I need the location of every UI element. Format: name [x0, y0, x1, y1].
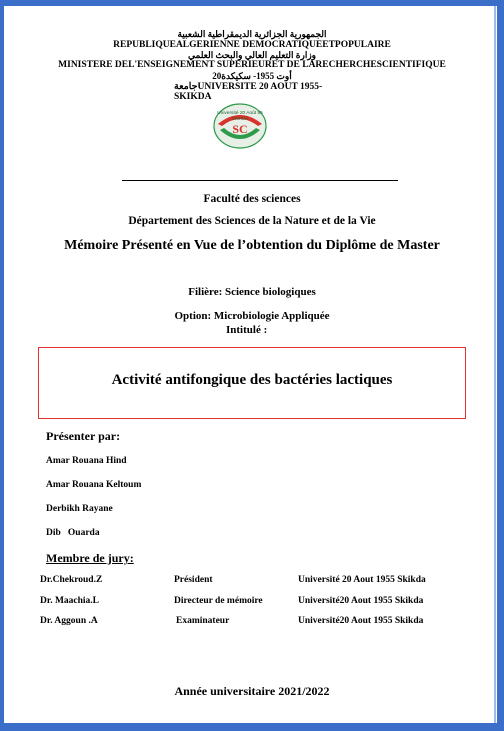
jury-label: Membre de jury:	[46, 551, 134, 565]
academic-year: Année universitaire 2021/2022	[174, 684, 330, 698]
page-border-top	[0, 0, 504, 6]
department-name: Département des Sciences de la Nature et de la Vie	[128, 215, 376, 227]
faculty-name: Faculté des sciences	[203, 193, 301, 205]
jury-affiliation-3: Université20 Aout 1955 Skikda	[298, 616, 424, 626]
thesis-title: Activité antifongique des bactéries lactiques	[111, 372, 393, 388]
jury-name-3: Dr. Aggoun .A	[40, 616, 98, 626]
header-republic: REPUBLIQUEALGERIENNE DEMOCRATIQUEETPOPULAIRE	[113, 40, 391, 50]
jury-affiliation-2: Université20 Aout 1955 Skikda	[298, 596, 424, 606]
logo-city: SKIKDA	[231, 116, 249, 121]
student-2: Amar Rouana Keltoum	[46, 480, 142, 490]
option: Option: Microbiologie Appliquée	[174, 310, 330, 322]
svg-text:SC: SC	[232, 122, 248, 136]
memoire-heading: Mémoire Présenté en Vue de l’obtention du Diplôme de Master	[64, 238, 440, 253]
header-university: جامعةUNIVERSITE 20 AOUT 1955-	[174, 82, 323, 92]
student-1: Amar Rouana Hind	[46, 456, 127, 466]
header-separator	[122, 180, 398, 181]
page-border-left	[0, 0, 4, 731]
page-border-right	[497, 0, 504, 731]
jury-role-2: Directeur de mémoire	[174, 596, 263, 606]
jury-role-3: Examinateur	[176, 616, 230, 626]
page-border-bottom	[0, 723, 504, 731]
intitule-label: Intitulé :	[226, 324, 268, 336]
presented-by-label: Présenter par:	[46, 429, 121, 443]
header-arabic-date: 20أوت 1955- سكيكدة	[212, 71, 292, 81]
jury-role-1: Président	[174, 575, 213, 585]
student-4: Dib Ouarda	[46, 528, 100, 538]
student-3: Derbikh Rayane	[46, 504, 113, 514]
jury-affiliation-1: Université 20 Aout 1955 Skikda	[298, 575, 426, 585]
thesis-title-box	[38, 347, 466, 419]
page-border-inner-right	[494, 6, 496, 723]
logo-top-text: Université 20 Août 55	[217, 111, 263, 116]
jury-name-2: Dr. Maachia.L	[40, 596, 100, 606]
header-ministry: MINISTERE DEL'ENSEIGNEMENT SUPERIEURET DE LARECHERCHESCIENTIFIQUE	[58, 60, 446, 70]
header-skikda: SKIKDA	[174, 92, 212, 102]
filiere: Filière: Science biologiques	[188, 286, 316, 298]
university-logo	[212, 100, 268, 152]
header-arabic-ministry: وزارة التعليم العالي والبحث العلمي	[187, 50, 317, 60]
header-arabic-republic: الجمهورية الجزائرية الديمقراطية الشعبية	[177, 29, 327, 39]
jury-name-1: Dr.Chekroud.Z	[40, 575, 103, 585]
